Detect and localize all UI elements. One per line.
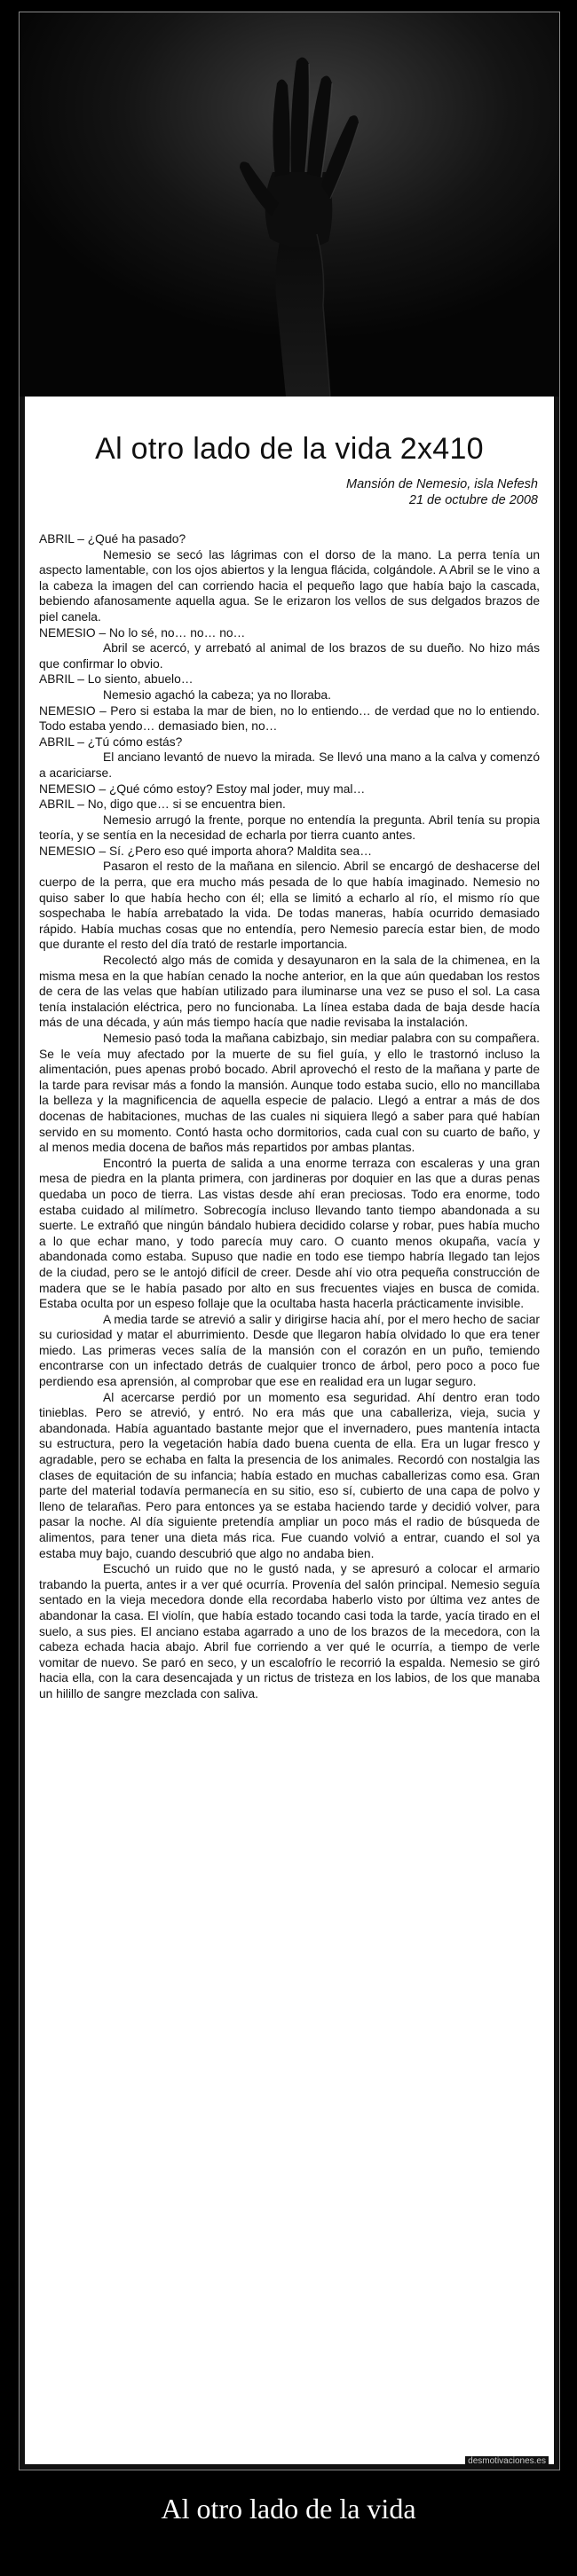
date-line: 21 de octubre de 2008 [408, 493, 538, 507]
place-line: Mansión de Nemesio, isla Nefesh [346, 477, 538, 491]
dialogue-line: ABRIL – ¿Qué ha pasado? [39, 532, 186, 546]
dialogue-line: ABRIL – ¿Tú cómo estás? [39, 734, 183, 749]
reaching-hand-image [20, 12, 559, 397]
hand-photo [20, 12, 559, 397]
narrative-paragraph: A media tarde se atrevió a salir y dirigirse hacia ahí, por el mero hecho de saciar su curiosidad y matar el aburrimiento. Desde que llegaron había olvidado lo que era tener miedo. Las primeras veces salía de la mansión con el corazón en un puño, temiendo encontrarse con un infectado detrás de cualquier tronco de árbol, pero poco a poco fue perdiendo esa aprensión, al comprobar que ese en realidad era un lugar seguro. [39, 1312, 540, 1389]
narrative-paragraph: Al acercarse perdió por un momento esa seguridad. Ahí dentro eran todo tinieblas. Pero se atrevió, y entró. No era más que una caballeriza, vieja, sucia y abandonada. Había aguantado bastante mejor que el invernadero, pues mantenía intacta su estructura, pero la vegetación había dado buena cuenta de ella. Era un lugar fresco y agradable, pero se echaba en falta la presencia de los animales. Recordó con nostalgia las clases de equitación de su infancia; había estado en muchas caballerizas como esa. Gran parte del material todavía permanecía en su sitio, eso sí, cubierto de una capa de polvo y lleno de telarañas. Pero para entonces ya se estaba haciendo tarde y decidió volver, para pasar la noche. Al día siguiente pretendía ampliar un poco más el radio de búsqueda de alimentos, para tener una dieta más rica. Fue cuando volvió a entrar, cuando el sol ya estaba muy bajo, cuando descubrió que algo no andaba bien. [39, 1390, 540, 1560]
narrative-paragraph: Nemesio se secó las lágrimas con el dorso de la mano. La perra tenía un aspecto lamentable, con los ojos abiertos y la lengua flácida, colgándole. A Abril se le vino a la cabeza la imagen del can corriendo hacia el pequeño lago que había bajo la cascada, bebiendo afanosamente aquella agua. Se le erizaron los vellos de sus delgados brazos de piel canela. [39, 547, 540, 624]
dialogue-line: NEMESIO – No lo sé, no… no… no… [39, 625, 246, 640]
place-and-date [346, 476, 538, 508]
narrative-paragraph: Escuchó un ruido que no le gustó nada, y se apresuró a colocar el armario trabando la puerta, antes ir a ver qué ocurría. Provenía del salón principal. Nemesio seguía sentado en la vieja mecedora donde ella recordaba haberlo visto por última vez antes de abandonar la casa. El violín, que había estado tocando casi toda la tarde, yacía tirado en el suelo, a sus pies. El anciano estaba agarrado a uno de los brazos de la mecedora, con la cabeza echada hacia abajo. Abril fue corriendo a ver qué le ocurría, a tiempo de verle vomitar de nuevo. Se paró en seco, y un escalofrío le recorrió la espalda. Nemesio se giró hacia ella, con la cara desencajada y un rictus de tristeza en los labios, de los que manaba un hilillo de sangre mezclada con saliva. [39, 1562, 540, 1700]
narrative-paragraph: Pasaron el resto de la mañana en silencio. Abril se encargó de deshacerse del cuerpo de la perra, que era mucho más pesada de lo que había imaginado. Nemesio no quiso saber lo que había hecho con él; ella se limitó a echarlo al río, el mismo río que sospechaba le había arrebatado la vida. De todas maneras, había ocurrido demasiado rápido. Había muchas cosas que no entendía, pero Nemesio parecía estar bien, de modo que durante el resto del día trató de restarle importancia. [39, 860, 540, 952]
poster-frame [19, 12, 560, 2470]
narrative-paragraph: Nemesio pasó toda la mañana cabizbajo, sin mediar palabra con su compañera. Se le veía muy afectado por la muerte de su fiel guía, y ello le trastornó incluso la alimentación, pues apenas probó bocado. Abril aprovechó el resto de la mañana y parte de la tarde para revisar más a fondo la mansión. Aunque todo estaba sucio, ello no mancillaba la belleza y la magnificencia de aquella especie de palacio. Llegó a entrar a más de dos docenas de habitaciones, muchas de las cuales ni siquiera llegó a saber para qué habían servido en su momento. Contó hasta ocho dormitorios, cada cual con su cuarto de baño, y al menos media docena de baños más repartidos por ambas plantas. [39, 1032, 540, 1155]
poster-caption: Al otro lado de la vida [161, 2493, 416, 2525]
narrative-paragraph: Encontró la puerta de salida a una enorme terraza con escaleras y una gran mesa de piedra en la planta primera, con jardineras por doquier en las que a duras penas quedaba un poco de tierra. Las vistas desde ahí eran preciosas. Todo era enorme, todo estaba cuidado al milímetro. Sobrecogía incluso llevando tanto tiempo abandonada a su suerte. Le extrañó que ningún bándalo hubiera decidido colarse y robar, pues había mucho a lo que echar mano, y todo parecía muy caro. O cuanto menos okupaña, vacía y abandonada como estaba. Supuso que nadie en todo ese tiempo habría llegado tan lejos de la ciudad, pero se le antojó difícil de creer. Desde ahí vio otra pequeña construcción de madera que se le había pasado por alto en sus frecuentes viajes en busca de comida. Estaba oculta por un espeso follaje que la ocultaba hasta hacerla prácticamente invisible. [39, 1156, 540, 1311]
dialogue-line: ABRIL – Lo siento, abuelo… [39, 672, 194, 687]
narrative-paragraph: Recolectó algo más de comida y desayunaron en la sala de la chimenea, en la misma mesa en la que habían cenado la noche anterior, en la que aún quedaban los restos de cera de las velas que habían utilizado para iluminarse una vez se puso el sol. La casa tenía instalación eléctrica, pero no funcionaba. La línea estaba dada de baja desde hacía más de una década, y aún más tiempo hacía que nadie revisaba la instalación. [39, 954, 540, 1030]
story-title: Al otro lado de la vida 2x410 [95, 432, 484, 466]
dialogue-line: ABRIL – No, digo que… si se encuentra bien. [39, 797, 286, 812]
narrative-paragraph: El anciano levantó de nuevo la mirada. Se llevó una mano a la calva y comenzó a acariciarse. [39, 750, 540, 780]
watermark: desmotivaciones.es [465, 2456, 549, 2466]
story-page [25, 397, 554, 2464]
narrative-paragraph: Abril se acercó, y arrebató al animal de los brazos de su dueño. No hizo más que confirmar lo obvio. [39, 641, 540, 671]
story-body [39, 531, 540, 1702]
dialogue-line: NEMESIO – Sí. ¿Pero eso qué importa ahora? Maldita sea… [39, 844, 372, 858]
dialogue-line: NEMESIO – Pero si estaba la mar de bien, no lo entiendo… de verdad que no lo entiendo. Todo estaba yendo… demasiado bien, no… [39, 703, 540, 734]
narrative-paragraph: Nemesio arrugó la frente, porque no entendía la pregunta. Abril tenía su propia teoría, y se sentía en la necesidad de echarla por tierra cuanto antes. [39, 813, 540, 843]
narrative-paragraph: Nemesio agachó la cabeza; ya no lloraba. [103, 687, 331, 702]
dialogue-line: NEMESIO – ¿Qué cómo estoy? Estoy mal joder, muy mal… [39, 781, 366, 796]
